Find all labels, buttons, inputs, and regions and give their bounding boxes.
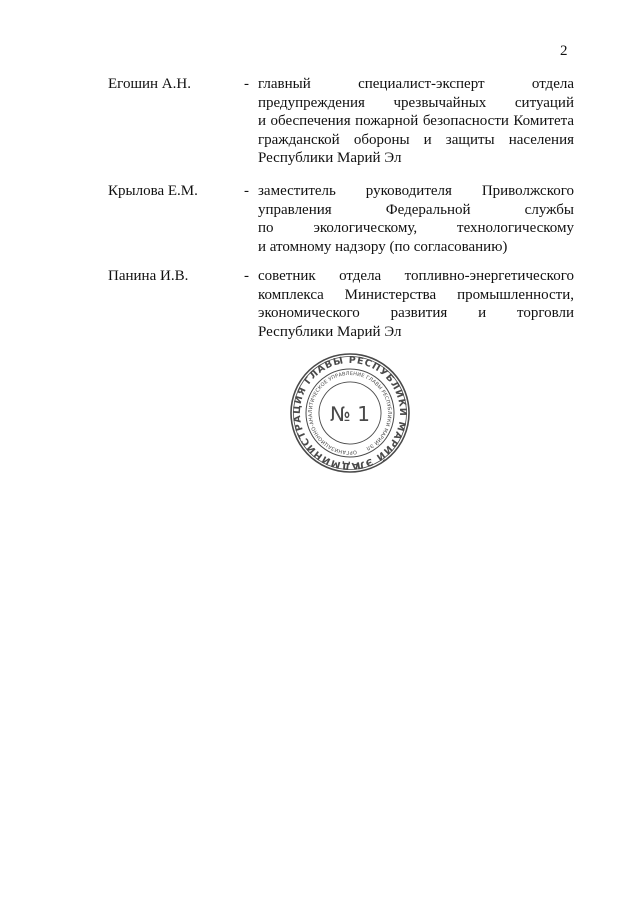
position-line: и обеспечения пожарной безопасности Комитета: [258, 113, 574, 129]
member-dash: -: [244, 183, 249, 199]
member-dash: -: [244, 268, 249, 284]
page-number: 2: [560, 43, 568, 59]
position-line: по экологическому, технологическому: [258, 220, 574, 236]
seal-outer-text: АДМИНИСТРАЦИЯ ГЛАВЫ РЕСПУБЛИКИ МАРИЙ ЭЛ: [291, 354, 409, 472]
member-name: Панина И.В.: [108, 268, 189, 284]
member-position: [258, 75, 574, 168]
member-dash: -: [244, 76, 249, 92]
position-line: Республики Марий Эл: [258, 323, 402, 340]
seal-center-text: № 1: [330, 402, 370, 426]
position-line: управления Федеральной службы: [258, 201, 574, 218]
member-position: [258, 182, 574, 256]
position-line: советник отдела топливно-энергетического: [258, 268, 574, 284]
member-name: Крылова Е.М.: [108, 183, 198, 199]
position-line: и атомному надзору (по согласованию): [258, 238, 508, 255]
position-line: предупреждения чрезвычайных ситуаций: [258, 94, 574, 111]
position-line: экономического развития и торговли: [258, 305, 574, 321]
position-line: Республики Марий Эл: [258, 150, 402, 166]
official-seal: [288, 351, 412, 475]
position-line: заместитель руководителя Приволжского: [258, 183, 574, 199]
position-line: гражданской обороны и защиты населения: [258, 131, 574, 148]
member-name: Егошин А.Н.: [108, 76, 191, 92]
seal-graphic: [288, 351, 412, 475]
seal-inner-text: ОРГАНИЗАЦИОННО-АНАЛИТИЧЕСКОЕ УПРАВЛЕНИЕ ГЛАВЫ РЕСПУБЛИКИ МАРИЙ ЭЛ: [307, 370, 393, 456]
member-position: [258, 267, 574, 341]
position-line: комплекса Министерства промышленности,: [258, 286, 574, 303]
position-line: главный специалист-эксперт отдела: [258, 76, 574, 92]
